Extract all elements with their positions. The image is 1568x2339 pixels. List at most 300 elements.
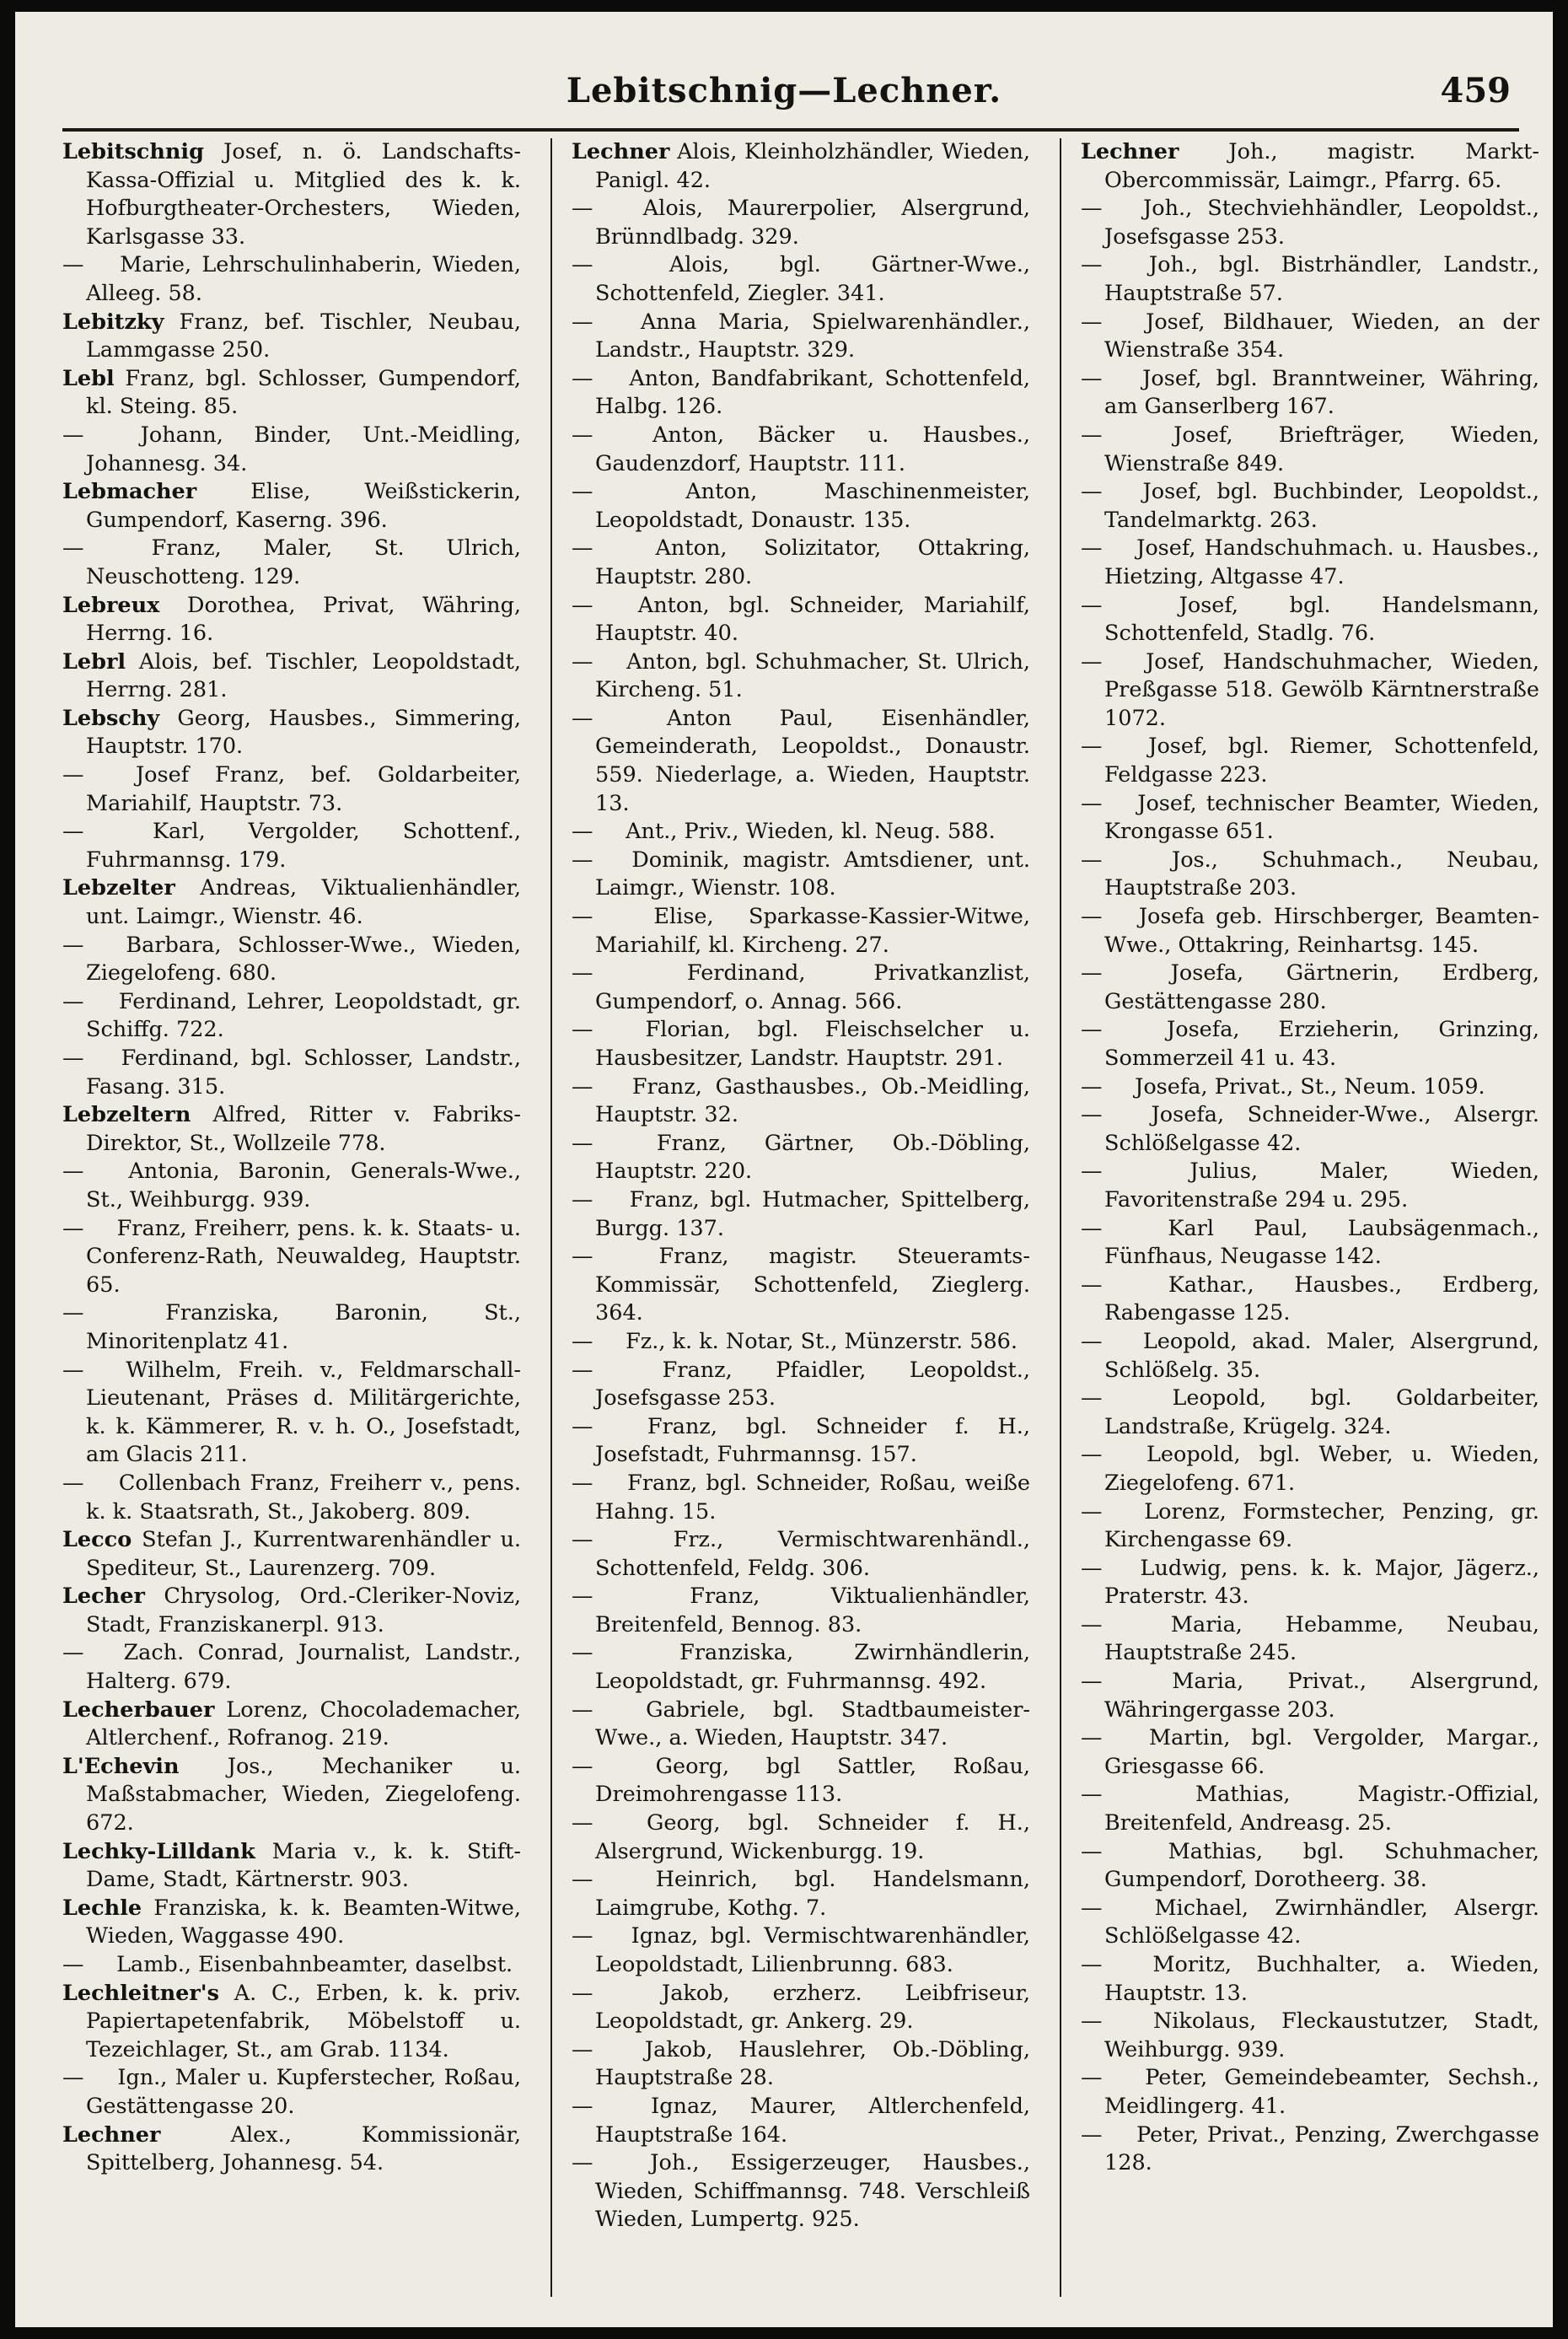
entry-text: Wilhelm, Freih. v., Feldmarschall-Lieutenant, Präses d. Militärgerichte, k. k. Kämmerer, R. v. h. O., Josefstadt, am Glacis 211. <box>86 1357 521 1468</box>
column-3 <box>1081 138 1539 2178</box>
directory-entry <box>62 138 521 251</box>
directory-entry <box>1081 1101 1539 1158</box>
directory-entry <box>572 365 1030 422</box>
directory-entry <box>572 1696 1030 1753</box>
directory-entry <box>62 761 521 818</box>
entry-text: Ignaz, Maurer, Altlerchenfeld, Hauptstraße 164. <box>595 2093 1031 2148</box>
ditto-dash: — <box>62 1952 84 1977</box>
entry-text: Anton Paul, Eisenhändler, Gemeinderath, Leopoldst., Donaustr. 559. Niederlage, a. Wieden, Hauptstr. 13. <box>595 705 1030 816</box>
directory-entry <box>572 2036 1030 2093</box>
entry-surname: Lecher <box>62 1584 145 1610</box>
entry-text: Maria, Privat., Alsergrund, Währingergasse 203. <box>1104 1669 1539 1723</box>
directory-entry <box>1081 1158 1539 1214</box>
directory-entry <box>572 1866 1030 1922</box>
directory-entry <box>1081 1498 1539 1555</box>
entry-text: Franz, bgl. Hutmacher, Spittelberg, Burgg. 137. <box>595 1186 1030 1241</box>
directory-entry <box>62 1215 521 1300</box>
entry-text: Josef, Handschuhmach. u. Hausbes., Hietzing, Altgasse 47. <box>1104 535 1539 589</box>
entry-text: Leopold, akad. Maler, Alsergrund, Schlößelg. 35. <box>1104 1328 1539 1383</box>
entry-text: Frz., Vermischtwarenhändl., Schottenfeld, Feldg. 306. <box>595 1527 1031 1581</box>
ditto-dash: — <box>572 1980 593 2006</box>
entry-surname: L'Echevin <box>62 1753 180 1779</box>
ditto-dash: — <box>572 1640 593 1666</box>
entry-surname: Lebschy <box>62 705 160 731</box>
directory-entry <box>1081 1215 1539 1272</box>
ditto-dash: — <box>1081 1669 1103 1695</box>
directory-entry <box>572 138 1030 195</box>
entry-surname: Lechky-Lilldank <box>62 1838 255 1864</box>
entry-text: Franz, bgl. Schneider, Roßau, weiße Hahng. 15. <box>595 1470 1030 1524</box>
directory-entry <box>572 818 1030 847</box>
ditto-dash: — <box>572 2150 593 2176</box>
entry-text: Florian, bgl. Fleischselcher u. Hausbesitzer, Landstr. Hauptstr. 291. <box>595 1017 1030 1071</box>
entry-text: Karl Paul, Laubsägenmach., Fünfhaus, Neugasse 142. <box>1104 1215 1539 1270</box>
directory-entry <box>572 535 1030 591</box>
ditto-dash: — <box>1081 1385 1103 1411</box>
directory-entry <box>62 648 521 705</box>
entry-text: Franz, Viktualienhändler, Breitenfeld, Bennog. 83. <box>595 1584 1030 1637</box>
ditto-dash: — <box>572 1810 593 1836</box>
directory-entry <box>1081 1951 1539 2008</box>
ditto-dash: — <box>1081 1017 1103 1043</box>
column-divider <box>1060 138 1061 2297</box>
ditto-dash: — <box>572 1584 593 1610</box>
entry-surname: Lebitzky <box>62 309 164 335</box>
page-number: 459 <box>1440 71 1511 110</box>
ditto-dash: — <box>1081 2121 1103 2148</box>
ditto-dash: — <box>1081 1611 1103 1637</box>
ditto-dash: — <box>572 1413 593 1439</box>
directory-entry <box>62 1639 521 1696</box>
entry-text: Martin, bgl. Vergolder, Margar., Griesgasse 66. <box>1104 1725 1539 1779</box>
entry-text: Fz., k. k. Notar, St., Münzerstr. 586. <box>626 1328 1018 1354</box>
entry-text: Franz, Maler, St. Ulrich, Neuschotteng. 129. <box>86 535 522 589</box>
ditto-dash: — <box>572 1527 593 1553</box>
ditto-dash: — <box>62 819 84 845</box>
entry-text: Nikolaus, Fleckaustutzer, Stadt, Weihburgg. 939. <box>1104 2008 1540 2062</box>
directory-entry <box>62 1470 521 1526</box>
ditto-dash: — <box>572 1923 593 1949</box>
page-header <box>15 71 1553 130</box>
ditto-dash: — <box>1081 1073 1103 1100</box>
directory-entry <box>62 1753 521 1838</box>
entry-text: Anton, Solizitator, Ottakring, Hauptstr. 280. <box>595 535 1031 589</box>
entry-text: Jakob, Hauslehrer, Ob.-Döbling, Hauptstraße 28. <box>595 2036 1030 2091</box>
ditto-dash: — <box>62 1640 84 1666</box>
entry-text: Jos., Schuhmach., Neubau, Hauptstraße 203. <box>1104 847 1539 901</box>
entry-text: Franz, Freiherr, pens. k. k. Staats- u. Conferenz-Rath, Neuwaldeg, Hauptstr. 65. <box>86 1215 521 1298</box>
directory-entry <box>62 1951 521 1980</box>
entry-text: Josefa, Gärtnerin, Erdberg, Gestättengasse 280. <box>1104 960 1539 1014</box>
ditto-dash: — <box>572 1073 593 1100</box>
directory-page <box>15 12 1553 2327</box>
entry-text: Josef, bgl. Buchbinder, Leopoldst., Tandelmarktg. 263. <box>1104 479 1540 533</box>
ditto-dash: — <box>572 2093 593 2119</box>
directory-entry <box>1081 2008 1539 2064</box>
ditto-dash: — <box>1081 1725 1103 1751</box>
directory-entry <box>62 422 521 478</box>
directory-entry <box>1081 592 1539 648</box>
entry-text: Georg, bgl Sattler, Roßau, Dreimohrengasse 113. <box>595 1753 1030 1808</box>
directory-entry <box>62 1101 521 1158</box>
entry-text: Georg, Hausbes., Simmering, Hauptstr. 170. <box>86 705 521 760</box>
directory-entry <box>1081 365 1539 422</box>
ditto-dash: — <box>62 1215 84 1241</box>
ditto-dash: — <box>1081 1102 1103 1128</box>
ditto-dash: — <box>62 252 84 278</box>
directory-entry <box>1081 422 1539 478</box>
directory-entry <box>62 1526 521 1583</box>
entry-surname: Lecco <box>62 1527 132 1553</box>
entry-surname: Lebl <box>62 365 115 391</box>
directory-entry <box>62 478 521 535</box>
entry-text: Franziska, Zwirnhändlerin, Leopoldstadt, gr. Fuhrmannsg. 492. <box>595 1640 1030 1695</box>
entry-text: Josefa, Erzieherin, Grinzing, Sommerzeil 41 u. 43. <box>1104 1017 1539 1071</box>
entry-text: Franziska, k. k. Beamten-Witwe, Wieden, Waggasse 490. <box>86 1895 521 1949</box>
directory-entry <box>572 1470 1030 1526</box>
entry-text: Ludwig, pens. k. k. Major, Jägerz., Praterstr. 43. <box>1104 1555 1540 1610</box>
directory-entry <box>572 847 1030 903</box>
ditto-dash: — <box>1081 592 1103 618</box>
ditto-dash: — <box>1081 1782 1103 1808</box>
ditto-dash: — <box>62 1357 84 1383</box>
directory-entry <box>572 1073 1030 1130</box>
directory-entry <box>572 1186 1030 1243</box>
ditto-dash: — <box>1081 422 1103 448</box>
directory-entry <box>62 309 521 365</box>
directory-entry <box>62 535 521 591</box>
ditto-dash: — <box>1081 479 1103 505</box>
directory-entry <box>572 903 1030 960</box>
directory-entry <box>1081 903 1539 960</box>
ditto-dash: — <box>572 1186 593 1213</box>
entry-surname: Lebzelter <box>62 875 175 901</box>
ditto-dash: — <box>62 762 84 788</box>
entry-text: Leopold, bgl. Goldarbeiter, Landstraße, Krügelg. 324. <box>1104 1385 1539 1439</box>
ditto-dash: — <box>62 422 84 448</box>
entry-text: Chrysolog, Ord.-Cleriker-Noviz, Stadt, Franziskanerpl. 913. <box>86 1584 521 1637</box>
directory-entry <box>62 1299 521 1356</box>
ditto-dash: — <box>1081 365 1103 391</box>
directory-entry <box>1081 1611 1539 1668</box>
entry-text: Josef, Handschuhmacher, Wieden, Preßgasse 518. Gewölb Kärntnerstraße 1072. <box>1104 648 1540 731</box>
entry-text: Elise, Sparkasse-Kassier-Witwe, Mariahilf, kl. Kircheng. 27. <box>595 904 1030 958</box>
entry-text: Alois, Maurerpolier, Alsergrund, Brünndlbadg. 329. <box>595 196 1030 250</box>
entry-text: Elise, Weißstickerin, Gumpendorf, Kaserng. 396. <box>86 479 521 533</box>
directory-entry <box>572 1583 1030 1639</box>
ditto-dash: — <box>62 2065 84 2091</box>
ditto-dash: — <box>1081 1442 1103 1468</box>
directory-entry <box>572 1413 1030 1470</box>
entry-text: Joh., bgl. Bistrhändler, Landstr., Hauptstraße 57. <box>1104 252 1540 306</box>
ditto-dash: — <box>1081 252 1103 278</box>
directory-entry <box>572 1639 1030 1696</box>
entry-surname: Lechner <box>62 2121 161 2148</box>
entry-surname: Lechner <box>572 139 670 164</box>
entry-text: Kathar., Hausbes., Erdberg, Rabengasse 125. <box>1104 1272 1540 1326</box>
ditto-dash: — <box>1081 1328 1103 1354</box>
directory-entry <box>62 874 521 931</box>
entry-text: Ign., Maler u. Kupferstecher, Roßau, Gestättengasse 20. <box>86 2065 521 2119</box>
ditto-dash: — <box>1081 1555 1103 1581</box>
entry-text: Alex., Kommissionär, Spittelberg, Johannesg. 54. <box>86 2121 521 2176</box>
entry-text: Ferdinand, Lehrer, Leopoldstadt, gr. Schiffg. 722. <box>86 988 521 1043</box>
directory-entry <box>1081 309 1539 365</box>
entry-text: Joh., magistr. Markt-Obercommissär, Laimgr., Pfarrg. 65. <box>1104 139 1539 193</box>
ditto-dash: — <box>1081 960 1103 987</box>
ditto-dash: — <box>1081 309 1103 335</box>
entry-surname: Lebreux <box>62 592 160 618</box>
directory-entry <box>1081 1838 1539 1895</box>
ditto-dash: — <box>572 365 593 391</box>
entry-text: Antonia, Baronin, Generals-Wwe., St., Weihburgg. 939. <box>86 1159 521 1213</box>
entry-text: Franz, bef. Tischler, Neubau, Lammgasse 250. <box>86 309 521 363</box>
ditto-dash: — <box>572 648 593 675</box>
directory-entry <box>572 1130 1030 1186</box>
directory-entry <box>572 705 1030 818</box>
ditto-dash: — <box>1081 535 1103 562</box>
directory-entry <box>1081 1555 1539 1611</box>
directory-entry <box>572 1809 1030 1866</box>
directory-entry <box>62 1696 521 1753</box>
ditto-dash: — <box>572 196 593 222</box>
ditto-dash: — <box>572 592 593 618</box>
entry-text: Josef Franz, bef. Goldarbeiter, Mariahilf, Hauptstr. 73. <box>86 762 521 816</box>
entry-text: Stefan J., Kurrentwarenhändler u. Spediteur, St., Laurenzerg. 709. <box>86 1527 521 1581</box>
ditto-dash: — <box>1081 790 1103 816</box>
entry-text: Alois, Kleinholzhändler, Wieden, Panigl. 42. <box>595 139 1030 193</box>
directory-entry <box>1081 1272 1539 1328</box>
ditto-dash: — <box>572 1753 593 1779</box>
ditto-dash: — <box>572 309 593 335</box>
entry-text: Josefa, Privat., St., Neum. 1059. <box>1135 1073 1485 1100</box>
entry-text: Josefa geb. Hirschberger, Beamten-Wwe., Ottakring, Reinhartsg. 145. <box>1104 904 1540 958</box>
directory-entry <box>62 2064 521 2121</box>
directory-entry <box>572 2149 1030 2234</box>
ditto-dash: — <box>572 847 593 873</box>
directory-entry <box>572 1922 1030 1979</box>
directory-entry <box>1081 138 1539 195</box>
entry-text: Marie, Lehrschulinhaberin, Wieden, Alleeg. 58. <box>86 252 521 306</box>
ditto-dash: — <box>572 2036 593 2062</box>
column-1 <box>62 138 521 2178</box>
entry-text: Josefa, Schneider-Wwe., Alsergr. Schlößelgasse 42. <box>1104 1102 1539 1156</box>
ditto-dash: — <box>1081 1159 1103 1185</box>
entry-text: Josef, bgl. Riemer, Schottenfeld, Feldgasse 223. <box>1104 734 1539 788</box>
entry-surname: Lebzeltern <box>62 1102 191 1128</box>
directory-entry <box>1081 1016 1539 1073</box>
ditto-dash: — <box>572 1696 593 1723</box>
directory-entry <box>572 960 1030 1016</box>
ditto-dash: — <box>572 960 593 987</box>
directory-entry <box>62 1583 521 1639</box>
entry-text: Anton, bgl. Schneider, Mariahilf, Hauptstr. 40. <box>595 592 1030 647</box>
entry-text: Karl, Vergolder, Schottenf., Fuhrmannsg. 179. <box>86 819 521 873</box>
entry-text: Jakob, erzherz. Leibfriseur, Leopoldstadt, gr. Ankerg. 29. <box>595 1980 1030 2035</box>
entry-text: Ferdinand, bgl. Schlosser, Landstr., Fasang. 315. <box>86 1046 521 1100</box>
entry-text: Michael, Zwirnhändler, Alsergr. Schlößelgasse 42. <box>1104 1895 1540 1949</box>
directory-entry <box>1081 1895 1539 1951</box>
directory-entry <box>572 422 1030 478</box>
entry-text: Julius, Maler, Wieden, Favoritenstraße 294 u. 295. <box>1104 1159 1540 1213</box>
directory-entry <box>62 1838 521 1895</box>
ditto-dash: — <box>62 1159 84 1185</box>
ditto-dash: — <box>1081 1272 1103 1298</box>
directory-entry <box>572 1243 1030 1328</box>
ditto-dash: — <box>572 1328 593 1354</box>
directory-entry <box>1081 960 1539 1016</box>
entry-text: Barbara, Schlosser-Wwe., Wieden, Ziegelofeng. 680. <box>86 932 522 987</box>
ditto-dash: — <box>572 422 593 448</box>
entry-surname: Lechle <box>62 1895 142 1921</box>
entry-text: Mathias, Magistr.-Offizial, Breitenfeld, Andreasg. 25. <box>1104 1782 1539 1836</box>
directory-entry <box>572 592 1030 648</box>
entry-text: Collenbach Franz, Freiherr v., pens. k. k. Staatsrath, St., Jakoberg. 809. <box>86 1470 521 1524</box>
entry-text: Mathias, bgl. Schuhmacher, Gumpendorf, Dorotheerg. 38. <box>1104 1838 1539 1893</box>
directory-entry <box>1081 2064 1539 2121</box>
ditto-dash: — <box>572 1244 593 1270</box>
ditto-dash: — <box>1081 847 1103 873</box>
directory-entry <box>1081 1724 1539 1781</box>
entry-text: Joh., Essigerzeuger, Hausbes., Wieden, Schiffmannsg. 748. Verschleiß Wieden, Lumpertg. 925. <box>595 2150 1030 2233</box>
entry-text: Josef, bgl. Branntweiner, Währing, am Ganserlberg 167. <box>1104 365 1539 420</box>
ditto-dash: — <box>1081 196 1103 222</box>
ditto-dash: — <box>1081 1498 1103 1524</box>
running-head: Lebitschnig—Lechner. <box>566 71 1002 110</box>
directory-entry <box>1081 535 1539 591</box>
entry-surname: Lechner <box>1081 139 1179 164</box>
directory-entry <box>572 1980 1030 2036</box>
directory-entry <box>62 1895 521 1951</box>
entry-text: Ferdinand, Privatkanzlist, Gumpendorf, o. Annag. 566. <box>595 960 1030 1014</box>
entry-text: Johann, Binder, Unt.-Meidling, Johannesg. 34. <box>86 422 521 476</box>
entry-text: Franz, Gasthausbes., Ob.-Meidling, Hauptstr. 32. <box>595 1073 1031 1128</box>
directory-entry <box>572 478 1030 535</box>
ditto-dash: — <box>1081 1838 1103 1864</box>
entry-text: Franz, magistr. Steueramts-Kommissär, Schottenfeld, Zieglerg. 364. <box>595 1244 1031 1326</box>
directory-entry <box>572 1357 1030 1413</box>
directory-entry <box>1081 1073 1539 1102</box>
ditto-dash: — <box>1081 2065 1103 2091</box>
entry-text: Josef, Briefträger, Wieden, Wienstraße 849. <box>1104 422 1539 476</box>
ditto-dash: — <box>1081 1215 1103 1241</box>
entry-text: Franz, bgl. Schlosser, Gumpendorf, kl. Steing. 85. <box>86 365 521 420</box>
entry-text: Leopold, bgl. Weber, u. Wieden, Ziegelofeng. 671. <box>1104 1442 1539 1496</box>
entry-text: Anton, Bandfabrikant, Schottenfeld, Halbg. 126. <box>595 365 1030 420</box>
directory-entry <box>62 251 521 308</box>
directory-entry <box>62 1357 521 1470</box>
directory-entry <box>62 2121 521 2178</box>
ditto-dash: — <box>1081 1952 1103 1977</box>
entry-text: Franz, bgl. Schneider f. H., Josefstadt, Fuhrmannsg. 157. <box>595 1413 1030 1468</box>
directory-entry <box>62 988 521 1045</box>
ditto-dash: — <box>572 1470 593 1496</box>
directory-entry <box>572 251 1030 308</box>
ditto-dash: — <box>62 535 84 562</box>
entry-text: Ant., Priv., Wieden, kl. Neug. 588. <box>626 819 996 845</box>
ditto-dash: — <box>1081 1895 1103 1921</box>
entry-text: Josef, technischer Beamter, Wieden, Krongasse 651. <box>1104 790 1539 845</box>
entry-text: Gabriele, bgl. Stadtbaumeister-Wwe., a. Wieden, Hauptstr. 347. <box>595 1696 1030 1751</box>
directory-entry <box>572 1526 1030 1583</box>
directory-entry <box>62 365 521 422</box>
directory-entry <box>62 1045 521 1101</box>
ditto-dash: — <box>62 932 84 958</box>
directory-entry <box>1081 790 1539 847</box>
ditto-dash: — <box>572 819 593 845</box>
entry-surname: Lebitschnig <box>62 139 204 164</box>
directory-entry <box>1081 1441 1539 1497</box>
entry-text: A. C., Erben, k. k. priv. Papiertapetenfabrik, Möbelstoff u. Tezeichlager, St., am Grab. 1134. <box>86 1980 521 2062</box>
directory-entry <box>572 2093 1030 2149</box>
entry-text: Joh., Stechviehhändler, Leopoldst., Josefsgasse 253. <box>1104 196 1540 250</box>
entry-text: Lamb., Eisenbahnbeamter, daselbst. <box>116 1952 513 1977</box>
entry-text: Ignaz, bgl. Vermischtwarenhändler, Leopoldstadt, Lilienbrunng. 683. <box>595 1923 1030 1977</box>
entry-surname: Lecherbauer <box>62 1696 215 1723</box>
entry-text: Anna Maria, Spielwarenhändler., Landstr., Hauptstr. 329. <box>595 309 1030 363</box>
directory-entry <box>572 1328 1030 1357</box>
entry-text: Franziska, Baronin, St., Minoritenplatz 41. <box>86 1300 521 1354</box>
directory-entry <box>1081 251 1539 308</box>
directory-entry <box>1081 733 1539 789</box>
directory-entry <box>1081 2121 1539 2178</box>
ditto-dash: — <box>1081 2008 1103 2035</box>
directory-entry <box>62 592 521 648</box>
ditto-dash: — <box>572 705 593 731</box>
entry-text: Alois, bgl. Gärtner-Wwe., Schottenfeld, Ziegler. 341. <box>595 252 1031 306</box>
ditto-dash: — <box>572 1017 593 1043</box>
entry-text: Franz, Pfaidler, Leopoldst., Josefsgasse 253. <box>595 1357 1031 1411</box>
directory-entry <box>1081 1328 1539 1385</box>
header-rule <box>62 128 1519 132</box>
entry-text: Anton, Maschinenmeister, Leopoldstadt, Donaustr. 135. <box>595 479 1030 533</box>
entry-text: Peter, Privat., Penzing, Zwerchgasse 128. <box>1104 2121 1539 2176</box>
entry-surname: Lebrl <box>62 648 126 675</box>
entry-text: Alois, bef. Tischler, Leopoldstadt, Herrng. 281. <box>86 648 522 703</box>
entry-text: Lorenz, Chocolademacher, Altlerchenf., Rofranog. 219. <box>86 1696 521 1751</box>
ditto-dash: — <box>62 1046 84 1071</box>
entry-text: Alfred, Ritter v. Fabriks-Direktor, St., Wollzeile 778. <box>86 1102 522 1156</box>
entry-text: Dominik, magistr. Amtsdiener, unt. Laimgr., Wienstr. 108. <box>595 847 1031 901</box>
ditto-dash: — <box>572 535 593 562</box>
directory-entry <box>1081 195 1539 251</box>
entry-text: Maria, Hebamme, Neubau, Hauptstraße 245. <box>1104 1611 1539 1666</box>
entry-text: Anton, bgl. Schuhmacher, St. Ulrich, Kircheng. 51. <box>595 648 1030 703</box>
ditto-dash: — <box>62 1470 84 1496</box>
directory-entry <box>62 705 521 761</box>
directory-entry <box>62 818 521 874</box>
directory-entry <box>1081 1668 1539 1724</box>
directory-entry <box>572 1753 1030 1809</box>
column-2 <box>572 138 1030 2234</box>
ditto-dash: — <box>572 479 593 505</box>
entry-text: Zach. Conrad, Journalist, Landstr., Halterg. 679. <box>86 1640 521 1695</box>
directory-entry <box>1081 1781 1539 1837</box>
directory-entry <box>572 1016 1030 1073</box>
ditto-dash: — <box>572 252 593 278</box>
ditto-dash: — <box>572 1357 593 1383</box>
directory-entry <box>572 195 1030 251</box>
ditto-dash: — <box>572 904 593 930</box>
ditto-dash: — <box>572 1867 593 1893</box>
entry-text: Georg, bgl. Schneider f. H., Alsergrund, Wickenburgg. 19. <box>595 1810 1031 1864</box>
ditto-dash: — <box>1081 904 1103 930</box>
ditto-dash: — <box>572 1130 593 1156</box>
directory-entry <box>572 309 1030 365</box>
directory-entry <box>572 648 1030 705</box>
entry-text: Maria v., k. k. Stift-Dame, Stadt, Kärtnerstr. 903. <box>86 1838 521 1893</box>
ditto-dash: — <box>1081 734 1103 760</box>
